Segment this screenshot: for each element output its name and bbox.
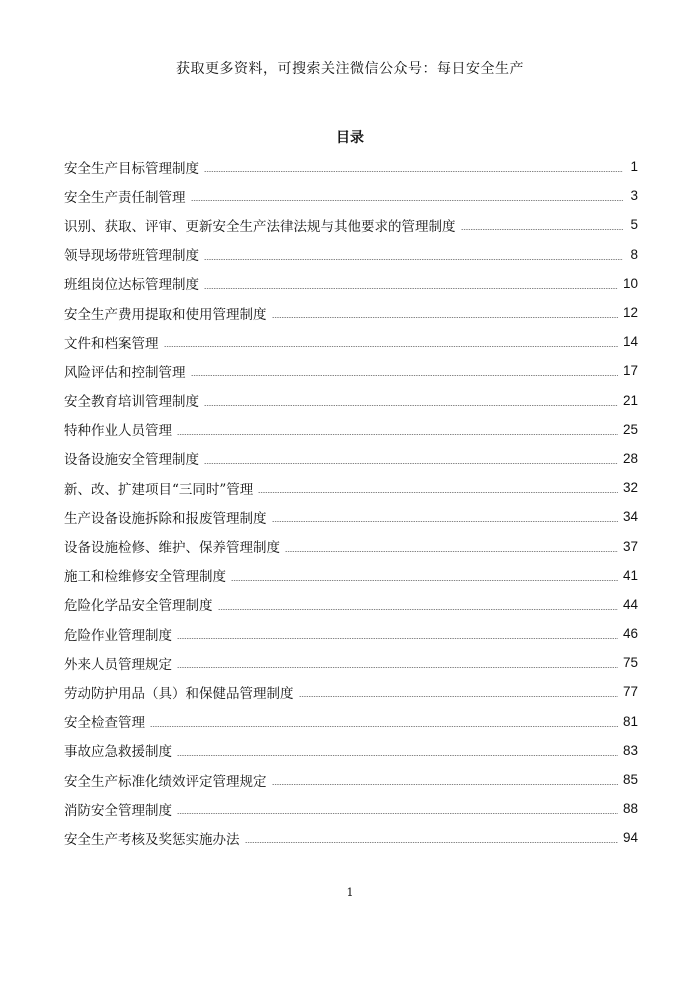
toc-entry[interactable]	[64, 298, 638, 327]
toc-entry-page: 1	[630, 159, 638, 175]
toc-entry-label: 消防安全管理制度	[64, 802, 172, 819]
dot-leader	[204, 171, 623, 172]
toc-entry-label: 班组岗位达标管理制度	[64, 277, 199, 294]
toc-entry[interactable]	[64, 502, 638, 531]
toc-entry-label: 外来人员管理规定	[64, 656, 172, 673]
toc-entry-page: 32	[622, 480, 638, 496]
dot-leader	[204, 405, 618, 406]
toc-entry-label: 领导现场带班管理制度	[64, 248, 199, 265]
toc-entry-label: 安全生产标准化绩效评定管理规定	[64, 773, 267, 790]
toc-entry-page: 34	[622, 509, 638, 525]
toc-entry-page: 21	[622, 392, 638, 408]
toc-entry-page: 14	[622, 334, 638, 350]
toc-entry-page: 44	[622, 596, 638, 612]
toc-entry-page: 25	[622, 421, 638, 437]
toc-entry-label: 安全教育培训管理制度	[64, 394, 199, 411]
toc-entry-label: 特种作业人员管理	[64, 423, 172, 440]
dot-leader	[285, 551, 618, 552]
page-header: 获取更多资料，可搜索关注微信公众号：每日安全生产	[176, 61, 524, 77]
dot-leader	[191, 200, 624, 201]
dot-leader	[204, 463, 618, 464]
toc-entry[interactable]	[64, 181, 638, 210]
toc-entry-page: 85	[622, 772, 638, 788]
toc-entry-label: 危险化学品安全管理制度	[64, 598, 213, 615]
toc-entry[interactable]	[64, 619, 638, 648]
toc-entry[interactable]	[64, 415, 638, 444]
toc-entry-page: 46	[622, 626, 638, 642]
toc-entry-page: 12	[622, 305, 638, 321]
toc-entry[interactable]	[64, 736, 638, 765]
toc-entry[interactable]	[64, 707, 638, 736]
toc-entry[interactable]	[64, 240, 638, 269]
toc-entry-label: 安全检查管理	[64, 715, 145, 732]
toc-entry-label: 识别、获取、评审、更新安全生产法律法规与其他要求的管理制度	[64, 218, 456, 235]
toc-entry[interactable]	[64, 794, 638, 823]
toc-entry[interactable]	[64, 269, 638, 298]
toc-entry-page: 41	[622, 567, 638, 583]
toc-entry[interactable]	[64, 356, 638, 385]
toc-entry[interactable]	[64, 677, 638, 706]
toc-entry[interactable]	[64, 210, 638, 239]
toc-entry[interactable]	[64, 561, 638, 590]
toc-entry-page: 88	[622, 801, 638, 817]
toc-entry-label: 生产设备设施拆除和报废管理制度	[64, 510, 267, 527]
toc-entry-page: 94	[622, 830, 638, 846]
table-of-contents	[64, 152, 638, 853]
toc-entry-page: 5	[630, 217, 638, 233]
toc-entry-label: 风险评估和控制管理	[64, 364, 186, 381]
toc-entry-label: 安全生产考核及奖惩实施办法	[64, 831, 240, 848]
toc-entry-label: 新、改、扩建项目“三同时”管理	[64, 481, 254, 498]
toc-entry[interactable]	[64, 152, 638, 181]
dot-leader	[204, 288, 618, 289]
toc-entry[interactable]	[64, 823, 638, 852]
dot-leader	[150, 726, 618, 727]
dot-leader	[164, 346, 618, 347]
toc-entry-page: 8	[630, 246, 638, 262]
toc-title: 目录	[336, 130, 364, 146]
dot-leader	[177, 434, 618, 435]
toc-entry-page: 83	[622, 742, 638, 758]
dot-leader	[218, 609, 618, 610]
dot-leader	[177, 813, 618, 814]
toc-entry-page: 75	[622, 655, 638, 671]
dot-leader	[258, 492, 618, 493]
page-number: 1	[346, 886, 354, 899]
toc-entry-label: 安全生产目标管理制度	[64, 160, 199, 177]
dot-leader	[177, 755, 618, 756]
toc-entry[interactable]	[64, 765, 638, 794]
dot-leader	[204, 259, 623, 260]
toc-entry-label: 安全生产责任制管理	[64, 189, 186, 206]
dot-leader	[177, 638, 618, 639]
toc-entry[interactable]	[64, 386, 638, 415]
toc-entry-page: 17	[622, 363, 638, 379]
toc-entry-page: 81	[622, 713, 638, 729]
toc-entry-page: 37	[622, 538, 638, 554]
dot-leader	[272, 784, 618, 785]
dot-leader	[191, 375, 618, 376]
toc-entry[interactable]	[64, 590, 638, 619]
toc-entry-label: 劳动防护用品（具）和保健品管理制度	[64, 685, 294, 702]
toc-entry-page: 77	[622, 684, 638, 700]
toc-entry-label: 安全生产费用提取和使用管理制度	[64, 306, 267, 323]
dot-leader	[245, 842, 618, 843]
dot-leader	[272, 521, 618, 522]
toc-entry-label: 危险作业管理制度	[64, 627, 172, 644]
toc-entry-page: 28	[622, 450, 638, 466]
toc-entry[interactable]	[64, 444, 638, 473]
toc-entry-label: 事故应急救援制度	[64, 744, 172, 761]
toc-entry-label: 施工和检维修安全管理制度	[64, 569, 226, 586]
toc-entry[interactable]	[64, 648, 638, 677]
dot-leader	[299, 696, 618, 697]
dot-leader	[231, 580, 618, 581]
dot-leader	[177, 667, 618, 668]
toc-entry-page: 10	[622, 275, 638, 291]
toc-entry-page: 3	[630, 188, 638, 204]
toc-entry-label: 设备设施检修、维护、保养管理制度	[64, 540, 280, 557]
dot-leader	[461, 229, 624, 230]
toc-entry[interactable]	[64, 327, 638, 356]
dot-leader	[272, 317, 618, 318]
toc-entry-label: 设备设施安全管理制度	[64, 452, 199, 469]
toc-entry-label: 文件和档案管理	[64, 335, 159, 352]
toc-entry[interactable]	[64, 531, 638, 560]
toc-entry[interactable]	[64, 473, 638, 502]
